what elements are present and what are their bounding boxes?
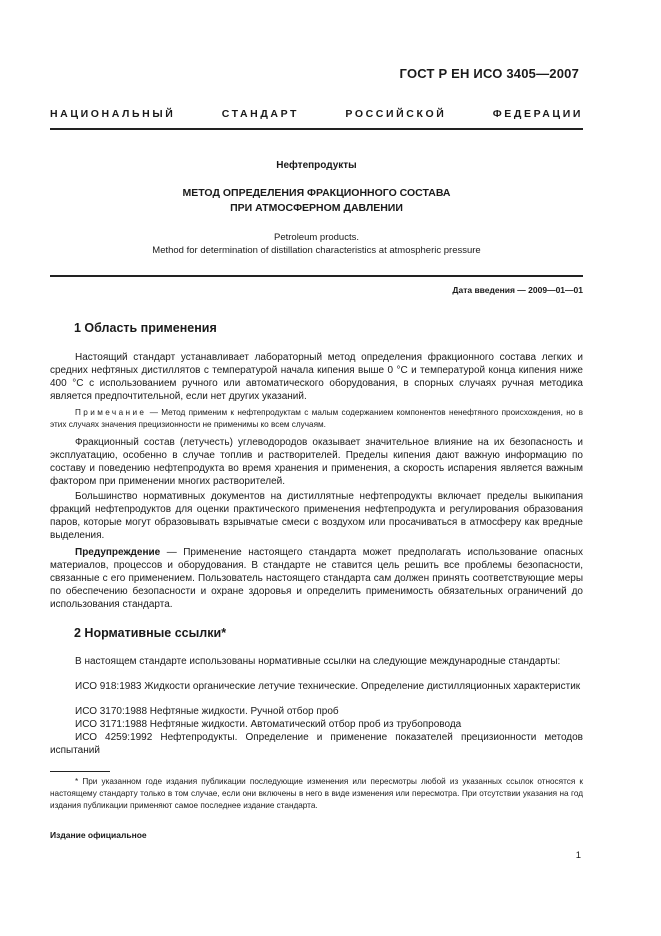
section1-heading: 1 Область применения [74,321,217,335]
english-title-line1: Petroleum products. [273,232,359,243]
main-title [50,186,583,216]
note-label: Примечание [75,408,147,417]
reference-item: ИСО 3171:1988 Нефтяные жидкости. Автоматический отбор проб из трубопровода [75,719,462,730]
main-title-line2: ПРИ АТМОСФЕРНОМ ДАВЛЕНИИ [230,202,403,214]
document-code: ГОСТ Р ЕН ИСО 3405—2007 [399,66,579,81]
english-title-line2: Method for determination of distillation characteristics at atmospheric pressure [152,245,481,256]
middle-divider [50,275,583,277]
english-title [50,231,583,257]
footnote-divider [50,771,110,772]
note-text: — Метод применим к нефтепродуктам с малым содержанием компонентов ненефтяного происхождения, но в этих случаях значения прецизионности не применимы ко всем случаям. [50,408,583,429]
national-standard-banner: НАЦИОНАЛЬНЫЙ СТАНДАРТ РОССИЙСКОЙ ФЕДЕРАЦИИ [50,108,583,120]
section1-paragraph3: Большинство нормативных документов на дистиллятные нефтепродукты включает пределы выкипания фракций нефтепродуктов для оценки практического применения нефтепродукта и регулирования образования паров, которые могут образовывать взрывчатые смеси с воздухом или просачиваться в атмосферу как вредные выделения. [50,491,583,541]
reference-item: ИСО 3170:1988 Нефтяные жидкости. Ручной отбор проб [75,706,339,717]
section2-intro: В настоящем стандарте использованы нормативные ссылки на следующие международные стандарты: [75,656,561,667]
reference-item: ИСО 918:1983 Жидкости органические летучие технические. Определение дистилляционных характеристик [75,681,581,692]
warning-paragraph [50,546,583,611]
introduction-date: Дата введения — 2009—01—01 [452,285,583,295]
official-edition-label: Издание официальное [50,830,147,840]
section1-paragraph1: Настоящий стандарт устанавливает лабораторный метод определения фракционного состава легких и средних нефтяных дистиллятов с температурой начала кипения выше 0 °С и температурой конца кипения ниже 400 °С с использованием ручного или автоматического оборудования, в спорных случаях ручная методика является предпочтительной, если нет других указаний. [50,352,583,402]
section1-note [50,407,583,431]
warning-text: — Применение настоящего стандарта может предполагать использование опасных материалов, процессов и оборудования. В стандарте не ставится цель решить все проблемы безопасности, связанные с его применением. Пользователь настоящего стандарта сам должен принять соответствующие меры по обеспечению безопасности и охране здоровья и определить применимость обязательных ограничений до использования стандарта. [50,547,583,610]
warning-label: Предупреждение [75,547,161,558]
reference-item: ИСО 4259:1992 Нефтепродукты. Определение и применение показателей прецизионности методов испытаний [50,732,583,756]
page-number: 1 [575,850,581,861]
main-title-line1: МЕТОД ОПРЕДЕЛЕНИЯ ФРАКЦИОННОГО СОСТАВА [182,187,451,199]
section1-paragraph2: Фракционный состав (летучесть) углеводородов оказывает значительное влияние на их безопасность и эксплуатацию, особенно в случае топлив и растворителей. Пределы кипения дают важную информацию по составу и поведению нефтепродукта во время хранения и применения, а скорость испарения является важным фактором при применении многих растворителей. [50,437,583,487]
footnote-text: * При указанном годе издания публикации последующие изменения или пересмотры любой из указанных ссылок относятся к настоящему стандарту только в том случае, если они включены в него в виде изменения или пересмотра. При отсутствии указания на год издания публикации применяют самое последнее издание стандарта. [50,777,583,810]
top-divider [50,128,583,130]
section2-heading: 2 Нормативные ссылки* [74,626,227,640]
subject-title: Нефтепродукты [276,160,357,171]
